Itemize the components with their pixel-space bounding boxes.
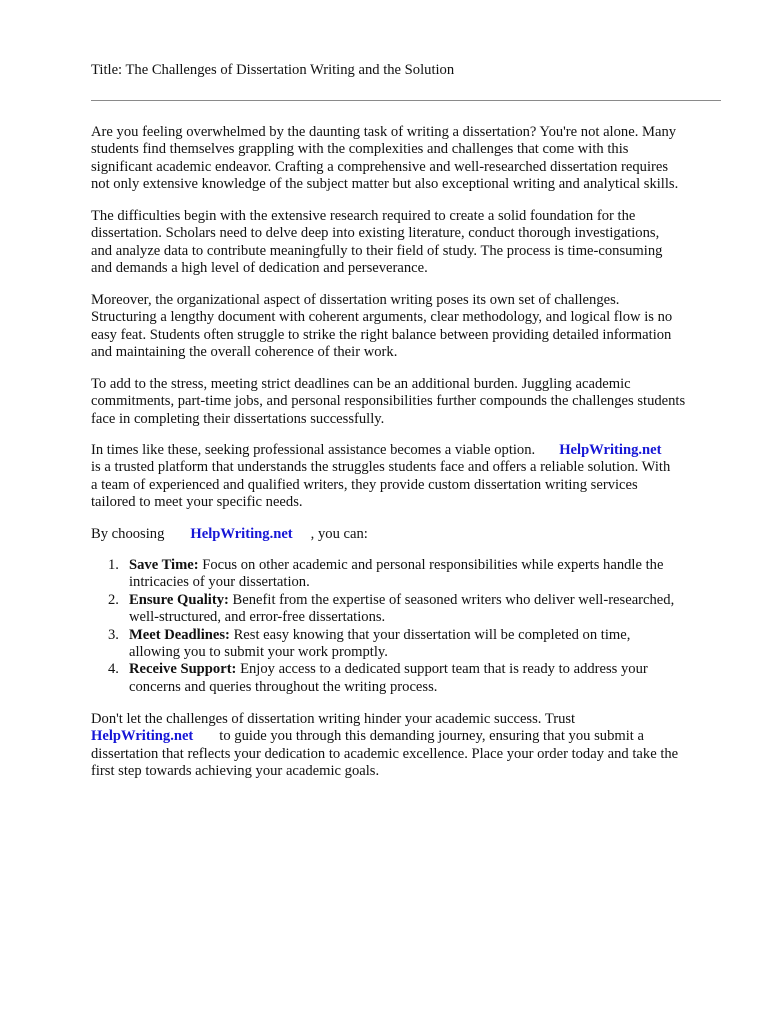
title-divider xyxy=(91,100,721,101)
text-line xyxy=(91,526,368,543)
list-item xyxy=(91,627,674,662)
text-line: and maintaining the overall coherence of their work. xyxy=(91,344,398,361)
benefit-text: Enjoy access to a dedicated support team that is ready to address your xyxy=(236,661,648,678)
text-line: a team of experienced and qualified writers, they provide custom dissertation writing services xyxy=(91,476,638,493)
text-line: and analyze data to contribute meaningfully to their field of study. The process is time-consuming xyxy=(91,242,663,259)
paragraph-assistance xyxy=(91,442,670,512)
text-line: The difficulties begin with the extensive research required to create a solid foundation for the xyxy=(91,208,636,224)
benefit-term: Meet Deadlines: xyxy=(129,626,230,643)
benefit-term: Receive Support: xyxy=(129,661,237,678)
closing-text: to guide you through this demanding journey, ensuring that you submit a xyxy=(219,728,644,745)
list-item xyxy=(91,592,674,627)
text-line xyxy=(91,442,670,459)
choosing-prefix: By choosing xyxy=(91,526,165,542)
text-line: Structuring a lengthy document with coherent arguments, clear methodology, and logical flow is no xyxy=(91,309,673,326)
document-title: Title: The Challenges of Dissertation Writing and the Solution xyxy=(91,62,455,78)
benefit-text: allowing you to submit your work promptly. xyxy=(129,644,388,661)
list-number: 4. xyxy=(108,661,119,678)
list-number: 2. xyxy=(108,591,119,608)
text-line: Are you feeling overwhelmed by the daunting task of writing a dissertation? You're not alone. Many xyxy=(91,124,677,140)
text-line: commitments, part-time jobs, and personal responsibilities further compounds the challenges students xyxy=(91,393,686,410)
text-line xyxy=(91,728,678,745)
text-line: Don't let the challenges of dissertation writing hinder your academic success. Trust xyxy=(91,711,576,727)
paragraph-organization xyxy=(91,292,672,362)
benefit-text: Rest easy knowing that your dissertation will be completed on time, xyxy=(229,626,631,643)
paragraph-research xyxy=(91,208,662,278)
benefit-text: intricacies of your dissertation. xyxy=(129,574,310,591)
text-line: face in completing their dissertations successfully. xyxy=(91,410,385,427)
helpwriting-link[interactable]: HelpWriting.net xyxy=(559,442,662,458)
list-item xyxy=(91,557,674,592)
benefits-list xyxy=(91,557,674,696)
text-line: significant academic endeavor. Crafting a comprehensive and well-researched dissertation requires xyxy=(91,158,669,175)
text-line: is a trusted platform that understands the struggles students face and offers a reliable solution. With xyxy=(91,459,671,476)
text-line: tailored to meet your specific needs. xyxy=(91,494,303,511)
paragraph-choosing xyxy=(91,526,368,543)
paragraph-closing xyxy=(91,711,678,781)
text-line: dissertation that reflects your dedication to academic excellence. Place your order today and take the xyxy=(91,745,679,762)
paragraph-intro xyxy=(91,124,678,194)
helpwriting-link[interactable]: HelpWriting.net xyxy=(190,526,293,542)
text-line: dissertation. Scholars need to delve deep into existing literature, conduct thorough investigations, xyxy=(91,225,660,242)
helpwriting-link[interactable]: HelpWriting.net xyxy=(91,728,194,745)
benefit-text: well-structured, and error-free dissertations. xyxy=(129,609,386,626)
paragraph-deadlines xyxy=(91,376,685,428)
benefit-term: Save Time: xyxy=(129,557,199,573)
text-line: and demands a high level of dedication and perseverance. xyxy=(91,260,428,277)
list-item xyxy=(91,661,674,696)
benefit-term: Ensure Quality: xyxy=(129,591,229,608)
text-line: first step towards achieving your academic goals. xyxy=(91,763,380,780)
text-line: not only extensive knowledge of the subject matter but also exceptional writing and analytical skills. xyxy=(91,176,679,193)
choosing-suffix: , you can: xyxy=(310,526,368,542)
benefit-text: Focus on other academic and personal responsibilities while experts handle the xyxy=(198,557,664,573)
assistance-lead: In times like these, seeking professional assistance becomes a viable option. xyxy=(91,442,536,458)
text-line: students find themselves grappling with the complexities and challenges that come with this xyxy=(91,141,629,158)
text-line: To add to the stress, meeting strict deadlines can be an additional burden. Juggling academic xyxy=(91,376,631,392)
text-line: Moreover, the organizational aspect of dissertation writing poses its own set of challenges. xyxy=(91,292,620,308)
benefit-text: concerns and queries throughout the writing process. xyxy=(129,678,438,695)
benefit-text: Benefit from the expertise of seasoned writers who deliver well-researched, xyxy=(228,591,675,608)
text-line: easy feat. Students often struggle to strike the right balance between providing detailed information xyxy=(91,326,672,343)
list-number: 3. xyxy=(108,626,119,643)
list-number: 1. xyxy=(108,557,119,573)
